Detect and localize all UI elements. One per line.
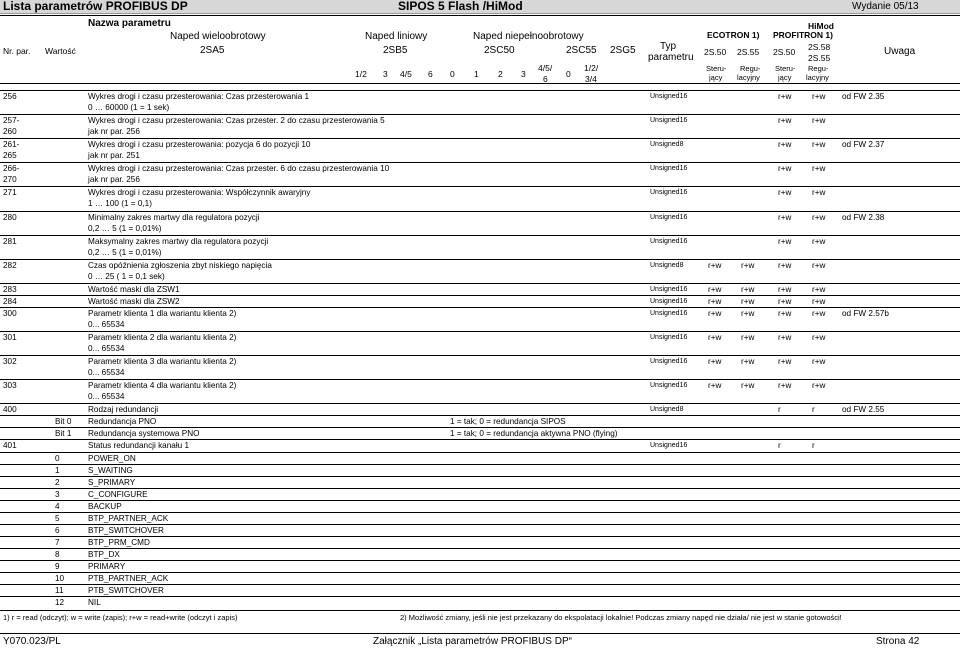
cell-name: Minimalny zakres martwy dla regulatora pozycji: [88, 212, 260, 222]
cell-name: 0... 65534: [88, 319, 125, 329]
cell-nr: 265: [3, 151, 17, 161]
table-row: [0, 247, 960, 258]
model-2sc55: 2SC55: [566, 45, 597, 56]
size-8: 3: [521, 69, 526, 79]
table-row: [0, 488, 960, 500]
doc-edition: Wydanie 05/13: [852, 1, 919, 12]
cell-name: BTP_DX: [88, 549, 120, 559]
top-bar: [0, 0, 960, 14]
cell-name: BTP_SWITCHOVER: [88, 525, 164, 535]
table-row: [0, 90, 960, 102]
cell-name: Wartość maski dla ZSW2: [88, 296, 180, 306]
cell-p1: r+w: [778, 296, 792, 306]
cell-name: C_CONFIGURE: [88, 489, 148, 499]
table-row: [0, 439, 960, 451]
model-2sg5: 2SG5: [610, 45, 636, 56]
cell-name: jak nr par. 251: [88, 151, 140, 161]
cell-name: S_WAITING: [88, 465, 133, 475]
table-row: [0, 186, 960, 198]
footnote-1: 1) r = read (odczyt); w = write (zapis); r+w = read+write (odczyt i zapis): [3, 613, 238, 622]
model-2sa5: 2SA5: [200, 45, 225, 56]
cell-bit: 1: [55, 465, 60, 475]
cell-name: 0 … 60000 (1 = 1 sek): [88, 103, 170, 113]
model-2sb5: 2SB5: [383, 45, 408, 56]
cell-nr: 270: [3, 175, 17, 185]
cell-bit: 11: [55, 586, 64, 596]
table-row: [0, 367, 960, 378]
cell-p1: r+w: [778, 188, 792, 198]
table-row: [0, 596, 960, 608]
cell-typ: Unsigned16: [650, 165, 688, 173]
cell-p2: r+w: [812, 333, 826, 342]
cell-name: 1 … 100 (1 = 0,1): [88, 199, 152, 209]
cell-e1: r+w: [708, 284, 722, 294]
cell-typ: Unsigned8: [650, 261, 684, 269]
cell-name: Parametr klienta 1 dla wariantu klienta 2): [88, 308, 237, 318]
cell-uw: od FW 2.55: [842, 405, 885, 415]
cell-e2: r+w: [741, 308, 755, 318]
cell-p1: r: [778, 405, 781, 415]
cell-p1: r+w: [778, 140, 792, 150]
cell-typ: Unsigned8: [650, 406, 684, 414]
cell-e2: r+w: [741, 260, 755, 270]
cell-e1: r+w: [708, 381, 722, 391]
cell-typ: Unsigned16: [650, 237, 688, 245]
cell-nr: 271: [3, 188, 17, 198]
cell-nr: 256: [3, 92, 17, 101]
size-10: 0: [566, 69, 571, 79]
table-row: [0, 403, 960, 415]
cell-e1: r+w: [708, 296, 722, 306]
cell-name: NIL: [88, 598, 101, 608]
cell-name: PTB_PARTNER_ACK: [88, 574, 169, 583]
cell-p1: r+w: [778, 236, 792, 246]
col-wartosc: Wartość: [45, 46, 76, 56]
cell-bit: 9: [55, 561, 60, 571]
table-row: [0, 307, 960, 319]
cell-p2: r: [812, 405, 815, 415]
table-row: [0, 223, 960, 234]
cell-p2: r+w: [812, 236, 826, 246]
cell-name: Parametr klienta 3 dla wariantu klienta 2): [88, 357, 237, 367]
cell-e2: r+w: [741, 381, 755, 391]
cell-bit: 2: [55, 477, 60, 487]
reg-3: Regu-: [808, 64, 829, 73]
cell-p2: r+w: [812, 164, 826, 174]
table-row: [0, 452, 960, 464]
cell-p1: r+w: [778, 333, 792, 342]
cell-typ: Unsigned16: [650, 285, 688, 293]
cell-name: jak nr par. 256: [88, 127, 140, 137]
ster-3: Steru-: [775, 64, 796, 73]
cell-name: 0... 65534: [88, 344, 125, 354]
cell-e2: r+w: [741, 284, 755, 294]
cell-name: PTB_SWITCHOVER: [88, 586, 164, 596]
doc-title: Lista parametrów PROFIBUS DP: [3, 0, 188, 13]
cell-p2: r+w: [812, 284, 826, 294]
cell-bit: Bit 0: [55, 417, 72, 427]
ver-p1: 2S.50: [773, 47, 796, 57]
cell-name: Wykres drogi i czasu przesterowania: Czas przester. 6 do czasu przesterowania 10: [88, 164, 390, 174]
table-row: [0, 319, 960, 330]
ver-p2b: 2S.55: [808, 53, 831, 63]
cell-bit: 7: [55, 537, 60, 547]
size-7: 2: [498, 69, 503, 79]
table-row: [0, 114, 960, 126]
footnote-2: 2) Możliwość zmiany, jeśli nie jest przekazany do ekspolatacji lokalnie! Podczas zmiany napęd nie działa/ nie jest w stanie gotowości!: [400, 613, 842, 622]
table-row: [0, 211, 960, 223]
cell-nr: 257-: [3, 116, 20, 126]
cell-name: 0 … 25 ( 1 = 0,1 sek): [88, 271, 165, 281]
cell-p1: r+w: [778, 92, 792, 101]
hdr-profitron: PROFITRON 1): [773, 30, 833, 40]
table-row: [0, 283, 960, 295]
cell-nr: 302: [3, 357, 17, 367]
size-1: 1/2: [355, 69, 367, 79]
cell-p2: r+w: [812, 308, 826, 318]
cell-nr: 301: [3, 333, 17, 342]
table-row: [0, 379, 960, 391]
cell-p2: r+w: [812, 92, 826, 101]
col-typ-2: parametru: [648, 52, 694, 63]
table-row: [0, 464, 960, 476]
cell-bit: 8: [55, 549, 60, 559]
cell-e1: r+w: [708, 333, 722, 342]
doc-subtitle: SIPOS 5 Flash /HiMod: [398, 0, 523, 13]
col-typ-1: Typ: [660, 41, 677, 52]
cell-name: Status redundancji kanału 1: [88, 441, 190, 451]
ster-4: jący: [778, 73, 792, 82]
cell-name: Parametr klienta 2 dla wariantu klienta 2): [88, 333, 237, 342]
model-2sc50: 2SC50: [484, 45, 515, 56]
col-nr: Nr. par.: [3, 46, 31, 56]
ver-e1: 2S.50: [704, 47, 727, 57]
cell-p1: r+w: [778, 164, 792, 174]
cell-name: PRIMARY: [88, 561, 126, 571]
hdr-ecotron: ECOTRON 1): [707, 30, 760, 40]
table-row: [0, 560, 960, 572]
cell-typ: Unsigned16: [650, 297, 688, 305]
cell-p1: r+w: [778, 212, 792, 222]
page-number: Strona 42: [876, 636, 920, 647]
cell-typ: Unsigned16: [650, 358, 688, 366]
table-row: [0, 198, 960, 209]
cell-name: Rodzaj redundancji: [88, 405, 159, 415]
cell-e2: r+w: [741, 357, 755, 367]
cell-p1: r+w: [778, 357, 792, 367]
table-row: [0, 391, 960, 402]
cell-name: Redundancja PNO: [88, 417, 157, 427]
cell-nr: 284: [3, 296, 17, 306]
cell-p1: r+w: [778, 308, 792, 318]
cell-nr: 260: [3, 127, 17, 137]
ster-1: Steru-: [706, 64, 727, 73]
size-11a: 1/2/: [584, 63, 599, 73]
cell-p1: r+w: [778, 116, 792, 126]
table-row: [0, 150, 960, 161]
cell-name: Redundancja systemowa PNO: [88, 429, 200, 439]
table-row: [0, 500, 960, 512]
cell-name: jak nr par. 256: [88, 175, 140, 185]
cell-name: Parametr klienta 4 dla wariantu klienta 2): [88, 381, 237, 391]
cell-p2: r+w: [812, 260, 826, 270]
doc-number: Y070.023/PL: [3, 636, 61, 647]
cell-name: Wartość maski dla ZSW1: [88, 284, 180, 294]
size-5: 0: [450, 69, 455, 79]
cell-mid: 1 = tak; 0 = redundancja SIPOS: [450, 417, 566, 427]
ster-2: jący: [709, 73, 723, 82]
cell-name: 0... 65534: [88, 368, 125, 378]
cell-p2: r+w: [812, 212, 826, 222]
cell-typ: Unsigned16: [650, 93, 688, 100]
reg-1: Regu-: [740, 64, 761, 73]
cell-p1: r+w: [778, 284, 792, 294]
cell-bit: 6: [55, 525, 60, 535]
cell-p1: r: [778, 441, 781, 451]
cell-name: BTP_PRM_CMD: [88, 537, 150, 547]
cell-nr: 282: [3, 260, 17, 270]
table-header: [0, 15, 960, 85]
table-row: [0, 331, 960, 343]
cell-name: Wykres drogi i czasu przesterowania: Współczynnik awaryjny: [88, 188, 311, 198]
cell-p2: r+w: [812, 116, 826, 126]
size-3: 4/5: [400, 69, 412, 79]
cell-p2: r+w: [812, 188, 826, 198]
table-row: [0, 174, 960, 185]
cell-nr: 266-: [3, 164, 20, 174]
table-row: [0, 355, 960, 367]
reg-2: lacyjny: [737, 73, 760, 82]
table-row: [0, 295, 960, 307]
reg-4: lacyjny: [806, 73, 829, 82]
cell-name: BTP_PARTNER_ACK: [88, 513, 169, 523]
cell-nr: 261-: [3, 140, 20, 150]
size-2: 3: [383, 69, 388, 79]
table-row: [0, 271, 960, 282]
cell-name: POWER_ON: [88, 453, 136, 463]
cell-bit: Bit 1: [55, 429, 72, 439]
cell-p2: r+w: [812, 140, 826, 150]
cell-typ: Unsigned16: [650, 334, 688, 341]
size-11b: 3/4: [585, 74, 597, 84]
table-row: [0, 476, 960, 488]
cell-bit: 3: [55, 489, 60, 499]
bottom-bar: [0, 633, 960, 648]
cell-nr: 283: [3, 284, 17, 294]
cell-mid: 1 = tak; 0 = redundancja aktywna PNO (flying): [450, 429, 618, 439]
cell-bit: 10: [55, 574, 65, 583]
size-9b: 6: [543, 74, 548, 84]
cell-p1: r+w: [778, 381, 792, 391]
cell-bit: 5: [55, 513, 60, 523]
cell-typ: Unsigned16: [650, 213, 688, 221]
cell-uw: od FW 2.57b: [842, 308, 889, 318]
cell-name: Wykres drogi i czasu przesterowania: Czas przester. 2 do czasu przesterowania 5: [88, 116, 385, 126]
cell-name: Wykres drogi i czasu przesterowania: pozycja 6 do pozycji 10: [88, 140, 311, 150]
cell-name: 0,2 … 5 (1 = 0,01%): [88, 247, 162, 257]
cell-name: Czas opóźnienia zgłoszenia zbyt niskiego napięcia: [88, 260, 272, 270]
cell-typ: Unsigned16: [650, 442, 688, 450]
cell-e1: r+w: [708, 308, 722, 318]
size-4: 6: [428, 69, 433, 79]
cell-name: 0,2 … 5 (1 = 0,01%): [88, 223, 162, 233]
col-uwaga: Uwaga: [884, 46, 916, 57]
cell-uw: od FW 2.37: [842, 140, 885, 150]
cell-nr: 281: [3, 236, 17, 246]
col-nazwa: Nazwa parametru: [88, 18, 171, 29]
cell-name: Maksymalny zakres martwy dla regulatora pozycji: [88, 236, 269, 246]
table-row: [0, 572, 960, 584]
table-row: [0, 162, 960, 174]
hdr-liniowy: Naped liniowy: [365, 31, 428, 42]
cell-nr: 300: [3, 308, 17, 318]
table-row: [0, 102, 960, 113]
cell-e1: r+w: [708, 357, 722, 367]
cell-nr: 401: [3, 441, 17, 451]
size-9a: 4/5/: [538, 63, 553, 73]
hdr-himod: HiMod: [808, 21, 834, 31]
cell-e1: r+w: [708, 260, 722, 270]
table-row: [0, 536, 960, 548]
size-6: 1: [474, 69, 479, 79]
cell-typ: Unsigned16: [650, 189, 688, 197]
cell-e2: r+w: [741, 296, 755, 306]
cell-typ: Unsigned16: [650, 382, 688, 390]
cell-e2: r+w: [741, 333, 755, 342]
table-row: [0, 524, 960, 536]
cell-uw: od FW 2.38: [842, 212, 885, 222]
table-row: [0, 415, 960, 427]
ver-p2a: 2S.58: [808, 42, 831, 52]
hdr-wielo: Naped wieloobrotowy: [170, 31, 266, 42]
cell-p2: r+w: [812, 296, 826, 306]
cell-name: 0... 65534: [88, 392, 125, 402]
cell-nr: 280: [3, 212, 17, 222]
cell-p2: r+w: [812, 381, 826, 391]
cell-bit: 4: [55, 501, 60, 511]
table-row: [0, 584, 960, 596]
footnotes: [0, 610, 960, 622]
table-row: [0, 548, 960, 560]
cell-name: S_PRIMARY: [88, 477, 136, 487]
cell-nr: 303: [3, 381, 17, 391]
cell-uw: od FW 2.35: [842, 92, 885, 101]
cell-typ: Unsigned16: [650, 117, 688, 125]
table-row: [0, 259, 960, 271]
cell-p2: r: [812, 441, 815, 451]
cell-nr: 400: [3, 405, 17, 415]
cell-name: BACKUP: [88, 501, 122, 511]
hdr-niepelno: Naped niepełnoobrotowy: [473, 31, 584, 42]
table-row: [0, 343, 960, 354]
doc-appendix: Załącznik „Lista parametrów PROFIBUS DP“: [373, 636, 572, 647]
cell-bit: 0: [55, 453, 60, 463]
table-row: [0, 235, 960, 247]
cell-p1: r+w: [778, 260, 792, 270]
cell-typ: Unsigned16: [650, 309, 688, 317]
table-row: [0, 138, 960, 150]
ver-e2: 2S.55: [737, 47, 760, 57]
cell-typ: Unsigned8: [650, 141, 684, 149]
cell-bit: 12: [55, 598, 65, 608]
table-row: [0, 427, 960, 439]
cell-name: Wykres drogi i czasu przesterowania: Czas przesterowania 1: [88, 92, 310, 101]
cell-p2: r+w: [812, 357, 826, 367]
table-row: [0, 126, 960, 137]
table-row: [0, 512, 960, 524]
